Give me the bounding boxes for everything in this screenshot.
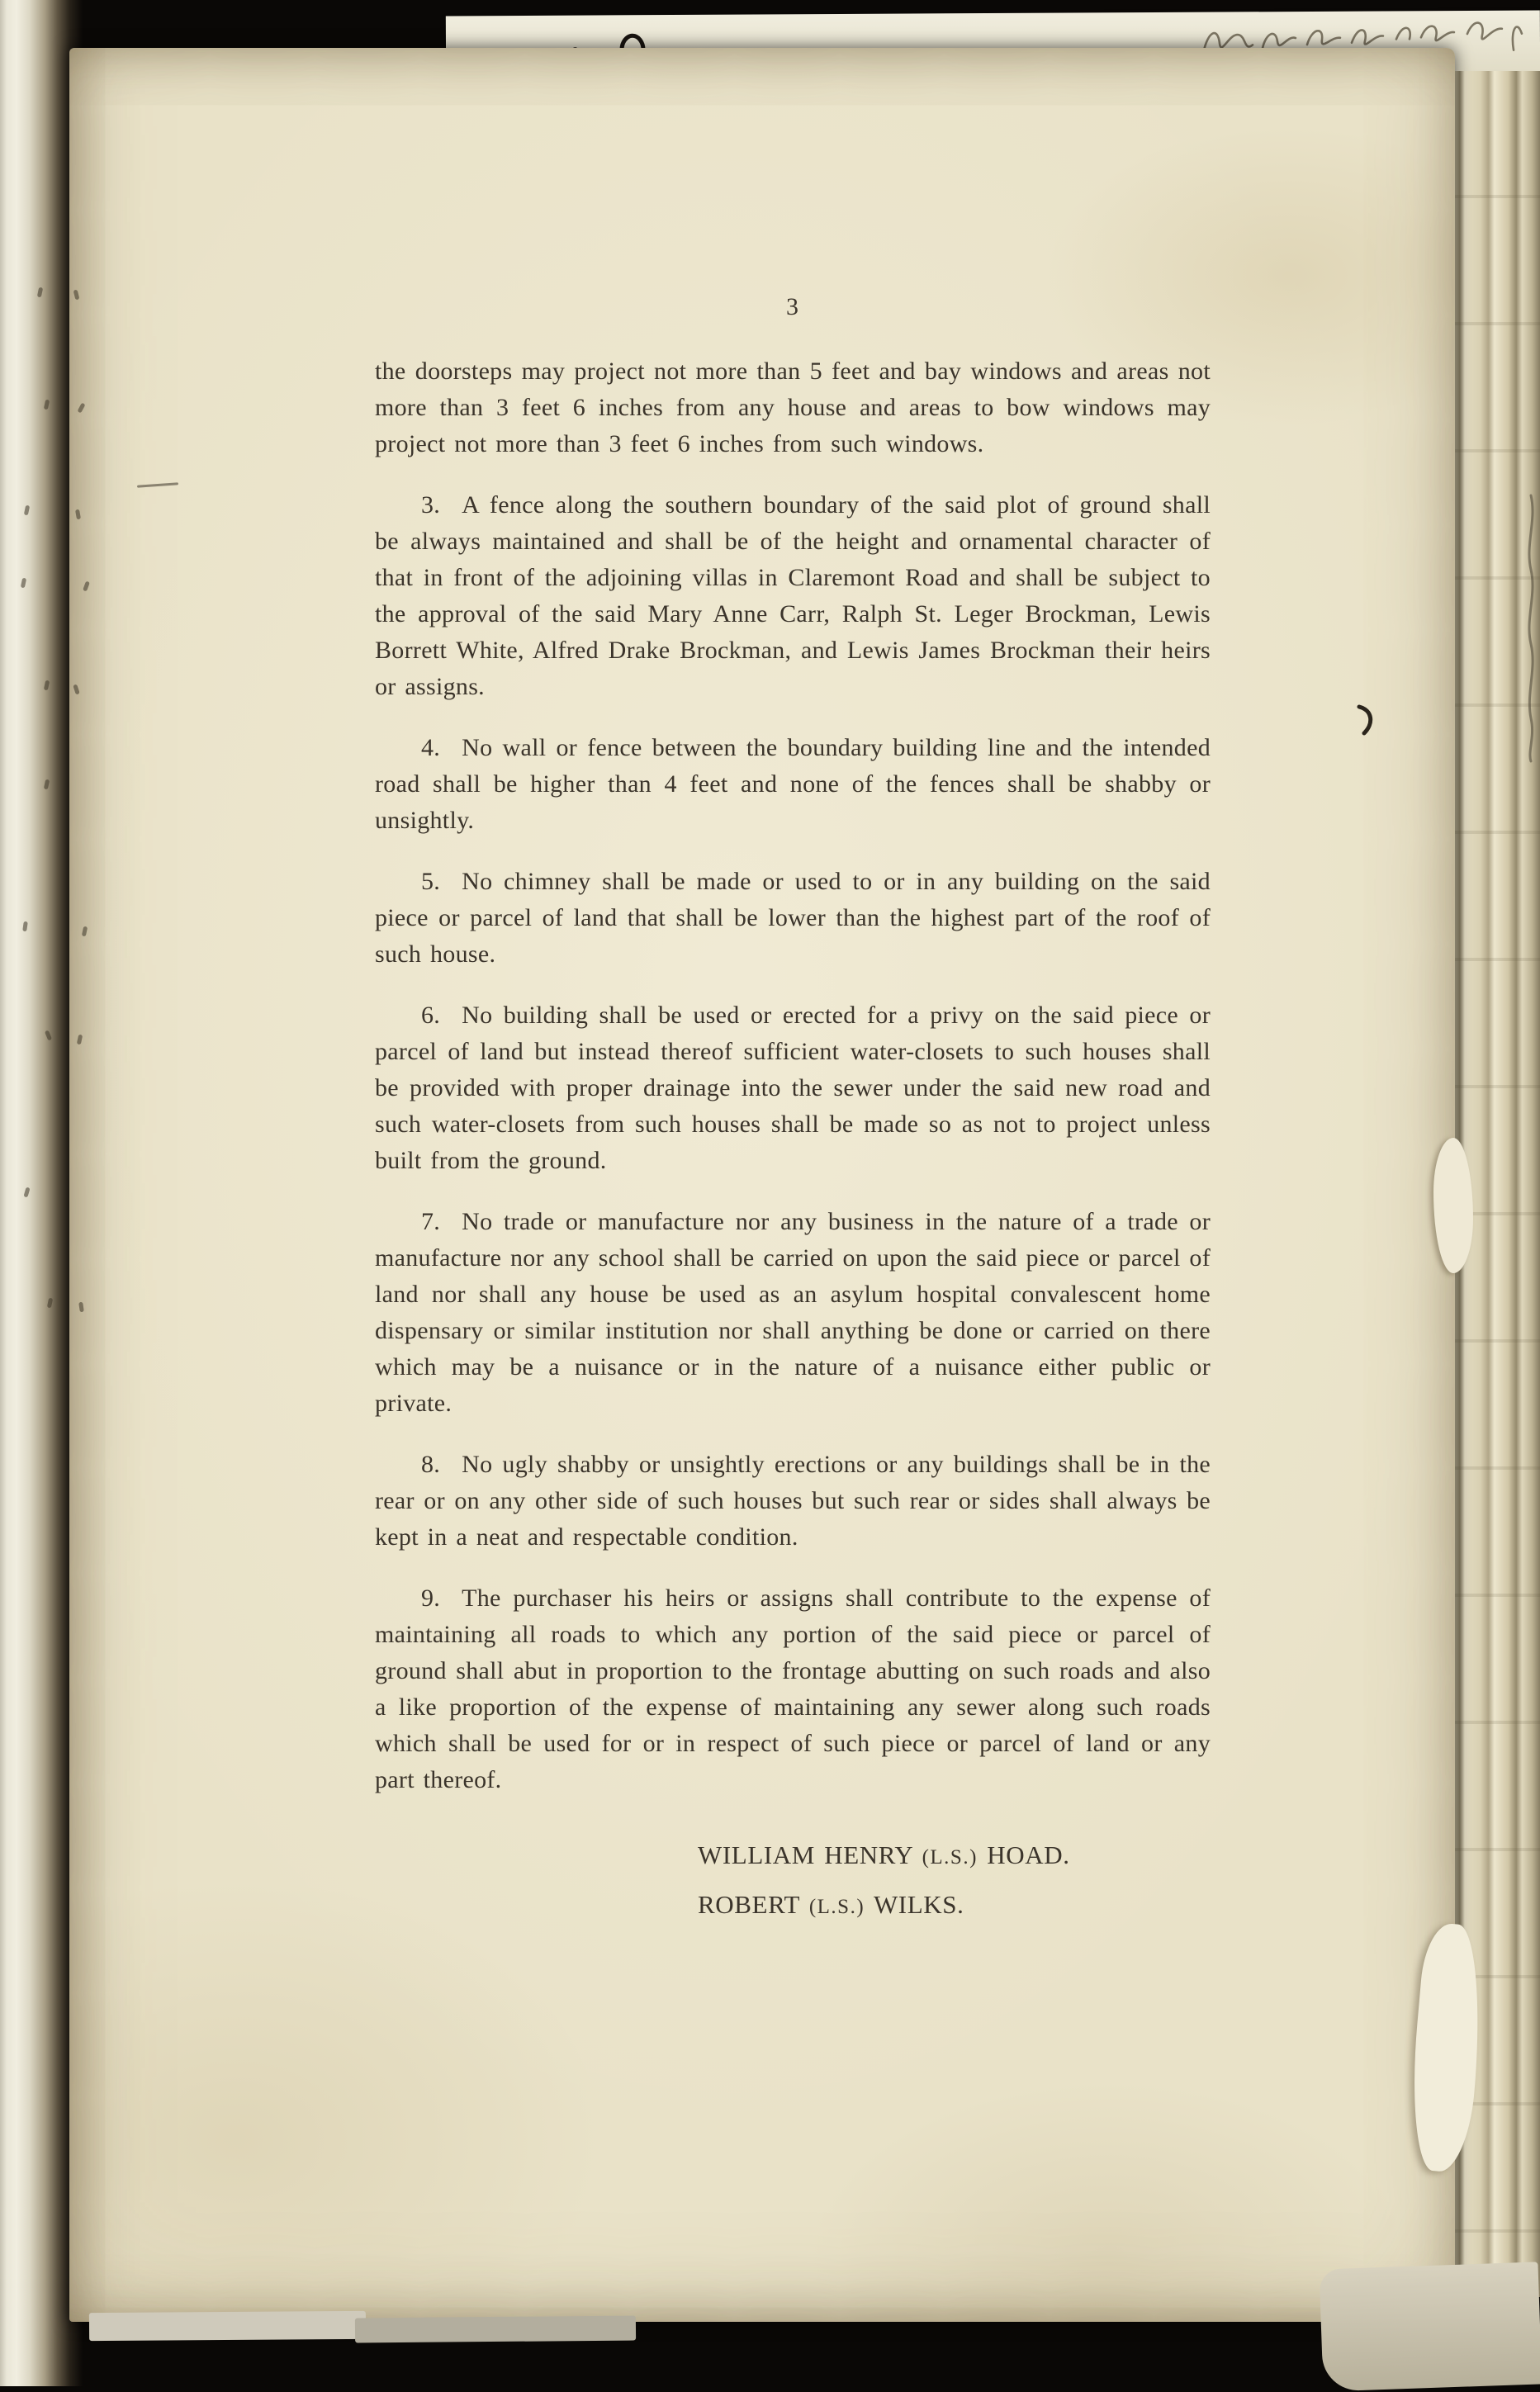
paragraph-text: the doorsteps may project not more than 5 feet and bay windows and areas not more than 3 feet 6 inches from any house and areas to bow windows may project not more than 3 feet 6 inches from such windows. <box>375 358 1211 457</box>
paragraph <box>375 353 1211 462</box>
paragraph-number: 5. <box>421 868 441 895</box>
document-page <box>69 48 1455 2322</box>
paragraph-number: 8. <box>421 1451 441 1478</box>
seal-mark: (L.S.) <box>808 1896 865 1918</box>
paragraph <box>375 1447 1211 1556</box>
paragraph-text: No chimney shall be made or used to or in any building on the said piece or parcel of land that shall be lower than the highest part of the roof of such house. <box>375 868 1211 968</box>
signatory-surname: HOAD. <box>987 1840 1070 1869</box>
paragraph <box>375 730 1211 839</box>
paragraph-number: 7. <box>421 1208 441 1235</box>
signatory-name: WILLIAM HENRY <box>698 1840 913 1869</box>
seal-mark: (L.S.) <box>922 1846 978 1869</box>
paragraph-number: 6. <box>421 1002 441 1029</box>
page-number: 3 <box>786 293 799 320</box>
paragraph <box>375 1204 1211 1422</box>
paragraph-text: No ugly shabby or unsightly erections or any buildings shall be in the rear or on any other side of such houses but such rear or sides shall always be kept in a neat and respectable condition. <box>375 1451 1211 1551</box>
paragraph-text: The purchaser his heirs or assigns shall contribute to the expense of maintaining all roads to which any portion of the said piece or parcel of ground shall abut in proportion to the frontage abutting on such roads and also a like proportion of the expense of maintaining any sewer along such roads which shall be used for or in respect of such piece or parcel of land or any part thereof. <box>375 1584 1211 1793</box>
signature-line <box>698 1881 1211 1930</box>
paragraph-number: 9. <box>421 1584 441 1612</box>
signatory-name: ROBERT <box>698 1890 800 1919</box>
paragraph-text: A fence along the southern boundary of the said plot of ground shall be always maintained and shall be of the height and ornamental character of that in front of the adjoining villas in Claremont Road and shall be subject to the approval of the said Mary Anne Carr, Ralph St. Leger Brockman, Lewis Borrett White, Alfred Drake Brockman, and Lewis James Brockman their heirs or assigns. <box>375 491 1211 700</box>
paragraph-number: 3. <box>421 491 441 519</box>
signature-block <box>698 1831 1211 1930</box>
signatory-surname: WILKS. <box>873 1890 964 1919</box>
text-block <box>375 289 1211 1930</box>
paragraph <box>375 864 1211 973</box>
paragraph-text: No trade or manufacture nor any business in the nature of a trade or manufacture nor any school shall be carried on upon the said piece or parcel of land nor shall any house be used as an asylum hospital convalescent home dispensary or similar institution nor shall anything be done or carried on there which may be a nuisance or in the nature of a nuisance either public or private. <box>375 1208 1211 1417</box>
paragraph <box>375 997 1211 1179</box>
paragraph <box>375 487 1211 705</box>
page-stack-bottom-edge <box>89 2311 366 2341</box>
paragraph-text: No wall or fence between the boundary building line and the intended road shall be higher than 4 feet and none of the fences shall be shabby or unsightly. <box>375 734 1211 834</box>
paragraph-text: No building shall be used or erected for a privy on the said piece or parcel of land but instead thereof sufficient water-closets to such houses shall be provided with proper drainage into the sewer under the said new road and such water-closets from such houses shall be made so as not to project unless built from the ground. <box>375 1002 1211 1174</box>
paragraph-number: 4. <box>421 734 441 761</box>
paragraph <box>375 1580 1211 1798</box>
page-stack-bottom-edge <box>355 2316 636 2343</box>
signature-line <box>698 1831 1211 1881</box>
ink-blot-icon <box>1354 702 1379 738</box>
page-edge-writing-icon <box>1523 492 1538 765</box>
worn-page-corner <box>1319 2262 1540 2391</box>
